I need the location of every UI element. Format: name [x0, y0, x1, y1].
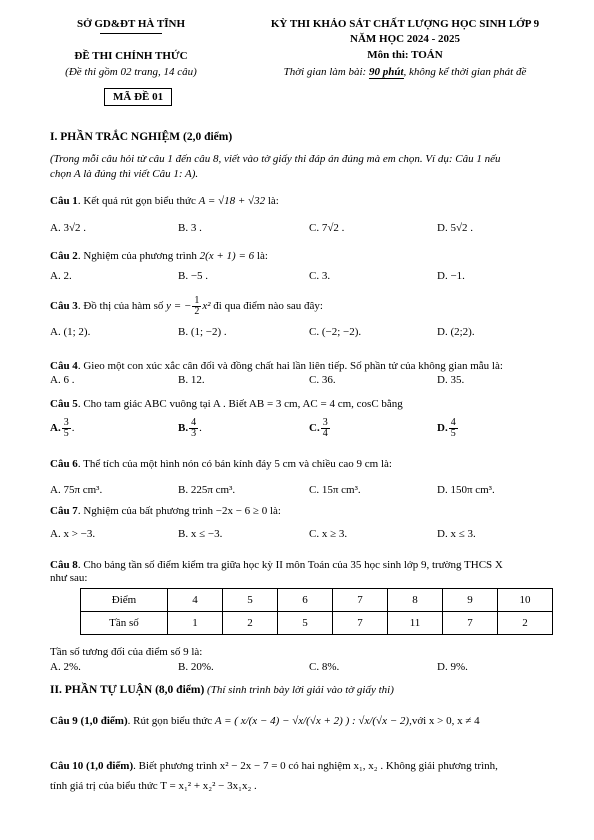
- q5-a-fraction: [62, 418, 71, 439]
- q3-label: Câu 3: [50, 300, 78, 313]
- q4-option-a: A. 6 .: [50, 374, 75, 386]
- q7-option-d: D. x ≤ 3.: [437, 528, 476, 540]
- table-cell: 9: [443, 589, 498, 612]
- q5-c-letter: C.: [309, 422, 320, 435]
- q3-option-d: D. (2;2).: [437, 326, 475, 338]
- exam-code: MÃ ĐỀ 01: [104, 88, 172, 106]
- q5-option-b: B. $\frac{4}{3}$ .: [178, 417, 202, 439]
- q3-option-a: A. (1; 2).: [50, 326, 91, 338]
- page-count: (Đề thi gồm 02 trang, 14 câu): [65, 66, 197, 78]
- table-cell: 8: [388, 589, 443, 612]
- q6-option-a: A. 75π cm³.: [50, 484, 103, 496]
- q4-text: . Gieo một con xúc xắc cân đối và đồng chất hai lần liên tiếp. Số phần tử của không gian mẫu là:: [77, 360, 503, 372]
- q3-fraction: [192, 296, 201, 317]
- q5-b-den: 3: [191, 428, 197, 439]
- table-row: [81, 589, 553, 612]
- q2-text: . Nghiệm của phương trình: [77, 250, 197, 262]
- table-cell: 11: [388, 612, 443, 635]
- q9-stem: [50, 715, 480, 727]
- table-cell: 10: [498, 589, 553, 612]
- q8-text: . Cho bảng tần số điểm kiểm tra giữa học kỳ II môn Toán của 35 học sinh lớp 9, trường THCS X: [77, 559, 503, 571]
- part1-title: I. PHẦN TRẮC NGHIỆM (2,0 điểm): [50, 131, 233, 143]
- q7-stem: [50, 505, 281, 517]
- q1-stem: [50, 195, 279, 207]
- table-cell: 7: [443, 612, 498, 635]
- q2-end: là:: [256, 250, 268, 262]
- q6-text: . Thể tích của một hình nón có bán kính đáy 5 cm và chiều cao 9 cm là:: [77, 458, 392, 470]
- part2-note: (Thí sinh trình bày lời giải vào tờ giấy thi): [204, 684, 394, 696]
- table-header-frequency: Tần số: [81, 612, 168, 635]
- divider: [100, 33, 162, 34]
- part1-instruction-1: (Trong mỗi câu hỏi từ câu 1 đến câu 8, viết vào tờ giấy thi đáp án đúng mà em chọn. Ví dụ: Câu 1 nếu: [50, 153, 501, 165]
- table-cell: 7: [333, 589, 388, 612]
- q7-text: . Nghiệm của bất phương trình −2x − 6 ≥ 0 là:: [77, 505, 281, 517]
- part1-instruction-2: chọn A là đúng thì viết Câu 1: A).: [50, 168, 199, 180]
- q9-label: Câu 9 (1,0 điểm): [50, 715, 128, 727]
- q4-option-d: D. 35.: [437, 374, 465, 386]
- q5-a-den: 5: [63, 428, 69, 439]
- time-allowed: [240, 66, 570, 78]
- q7-option-c: C. x ≥ 3.: [309, 528, 348, 540]
- q3-stem: [50, 296, 323, 317]
- q5-b-num: 4: [191, 417, 197, 428]
- q5-d-letter: D.: [437, 422, 448, 435]
- q9-expression: A = ( x/(x − 4) − √x/(√x + 2) ) : √x/(√x − 2): [214, 715, 410, 727]
- exam-title: KỲ THI KHẢO SÁT CHẤT LƯỢNG HỌC SINH LỚP 9: [270, 18, 540, 30]
- q1-expression: A = √18 + √32: [198, 195, 266, 207]
- q1-text: . Kết quả rút gọn biểu thức: [77, 195, 196, 207]
- q8-question: Tần số tương đối của điểm số 9 là:: [50, 646, 203, 658]
- q1-option-a: A. 3√2 .: [50, 222, 86, 234]
- q8-stem-2: như sau:: [50, 572, 88, 584]
- q2-label: Câu 2: [50, 250, 78, 262]
- q6-stem: [50, 458, 392, 470]
- table-cell: 5: [223, 589, 278, 612]
- q2-option-d: D. −1.: [437, 270, 465, 282]
- q8-option-d: D. 9%.: [437, 661, 468, 673]
- q6-option-d: D. 150π cm³.: [437, 484, 495, 496]
- q2-option-b: B. −5 .: [178, 270, 209, 282]
- q5-option-d: [437, 418, 459, 439]
- table-header-score: Điểm: [81, 589, 168, 612]
- q10-label: Câu 10 (1,0 điểm): [50, 760, 134, 772]
- time-bold: 90 phút: [368, 66, 404, 78]
- q7-option-b: B. x ≤ −3.: [178, 528, 223, 540]
- q5-c-fraction: [321, 418, 330, 439]
- q4-stem: [50, 360, 503, 372]
- q2-option-a: A. 2.: [50, 270, 72, 282]
- q5-a-letter: A.: [50, 422, 61, 435]
- q1-option-c: C. 7√2 .: [309, 222, 345, 234]
- q3-numerator: 1: [194, 295, 200, 306]
- q8-stem: [50, 559, 503, 571]
- q10-stem-2: tính giá trị của biểu thức T = x₁² + x₂² − 3x₁x₂ .: [50, 780, 257, 792]
- q7-label: Câu 7: [50, 505, 78, 517]
- q2-option-c: C. 3.: [309, 270, 331, 282]
- subject: Môn thi: TOÁN: [367, 49, 443, 61]
- q3-expression-pre: y = −: [166, 300, 192, 313]
- table-cell: 5: [278, 612, 333, 635]
- part2-heading: [50, 684, 394, 696]
- q5-c-num: 3: [322, 417, 328, 428]
- q5-option-c: [309, 418, 331, 439]
- q2-expression: 2(x + 1) = 6: [199, 250, 255, 262]
- table-cell: 2: [223, 612, 278, 635]
- q1-option-d: D. 5√2 .: [437, 222, 473, 234]
- q7-option-a: A. x > −3.: [50, 528, 96, 540]
- q8-option-b: B. 20%.: [178, 661, 214, 673]
- q5-a-num: 3: [63, 417, 69, 428]
- q5-d-num: 4: [450, 417, 456, 428]
- q5-stem: [50, 398, 403, 410]
- table-cell: 6: [278, 589, 333, 612]
- q3-option-c: C. (−2; −2).: [309, 326, 362, 338]
- time-suffix: , không kể thời gian phát đề: [403, 66, 527, 78]
- department-name: SỞ GD&ĐT HÀ TĨNH: [76, 18, 186, 30]
- q5-label: Câu 5: [50, 398, 78, 410]
- q5-b-letter: B.: [178, 422, 189, 435]
- q4-option-c: C. 36.: [309, 374, 336, 386]
- q1-end: là:: [267, 195, 279, 207]
- q1-option-b: B. 3 .: [178, 222, 202, 234]
- q4-label: Câu 4: [50, 360, 78, 372]
- q10-text: . Biết phương trình x² − 2x − 7 = 0 có hai nghiệm x₁, x₂ . Không giải phương trình,: [133, 760, 498, 772]
- q3-denominator: 2: [194, 306, 200, 317]
- q4-option-b: B. 12.: [178, 374, 205, 386]
- q5-text: . Cho tam giác ABC vuông tại A . Biết AB = 3 cm, AC = 4 cm, cosC bằng: [77, 398, 403, 410]
- q3-text: . Đồ thị của hàm số: [77, 300, 164, 313]
- q9-end: ,với x > 0, x ≠ 4: [409, 715, 480, 727]
- q1-label: Câu 1: [50, 195, 78, 207]
- q6-option-c: C. 15π cm³.: [309, 484, 361, 496]
- q5-c-den: 4: [322, 428, 328, 439]
- school-year: NĂM HỌC 2024 - 2025: [350, 33, 460, 45]
- q5-d-fraction: [449, 418, 458, 439]
- q8-option-a: A. 2%.: [50, 661, 81, 673]
- table-row: [81, 612, 553, 635]
- q6-label: Câu 6: [50, 458, 78, 470]
- q6-option-b: B. 225π cm³.: [178, 484, 236, 496]
- q2-stem: [50, 250, 268, 262]
- q3-option-b: B. (1; −2) .: [178, 326, 227, 338]
- q3-end: đi qua điểm nào sau đây:: [213, 300, 323, 313]
- table-cell: 2: [498, 612, 553, 635]
- q5-option-a: A. $\frac{3}{5}$ .: [50, 417, 75, 439]
- q10-stem: [50, 760, 498, 772]
- q5-d-den: 5: [450, 428, 456, 439]
- q9-text: . Rút gọn biểu thức: [127, 715, 213, 727]
- q5-b-fraction: [189, 418, 198, 439]
- official-label: ĐỀ THI CHÍNH THỨC: [74, 50, 188, 62]
- q3-expression-post: x²: [202, 300, 211, 313]
- table-cell: 4: [168, 589, 223, 612]
- frequency-table: [80, 588, 553, 635]
- q8-label: Câu 8: [50, 559, 78, 571]
- part2-title: II. PHẦN TỰ LUẬN (8,0 điểm): [50, 684, 205, 696]
- table-cell: 1: [168, 612, 223, 635]
- table-cell: 7: [333, 612, 388, 635]
- time-prefix: Thời gian làm bài:: [283, 66, 369, 78]
- q8-option-c: C. 8%.: [309, 661, 340, 673]
